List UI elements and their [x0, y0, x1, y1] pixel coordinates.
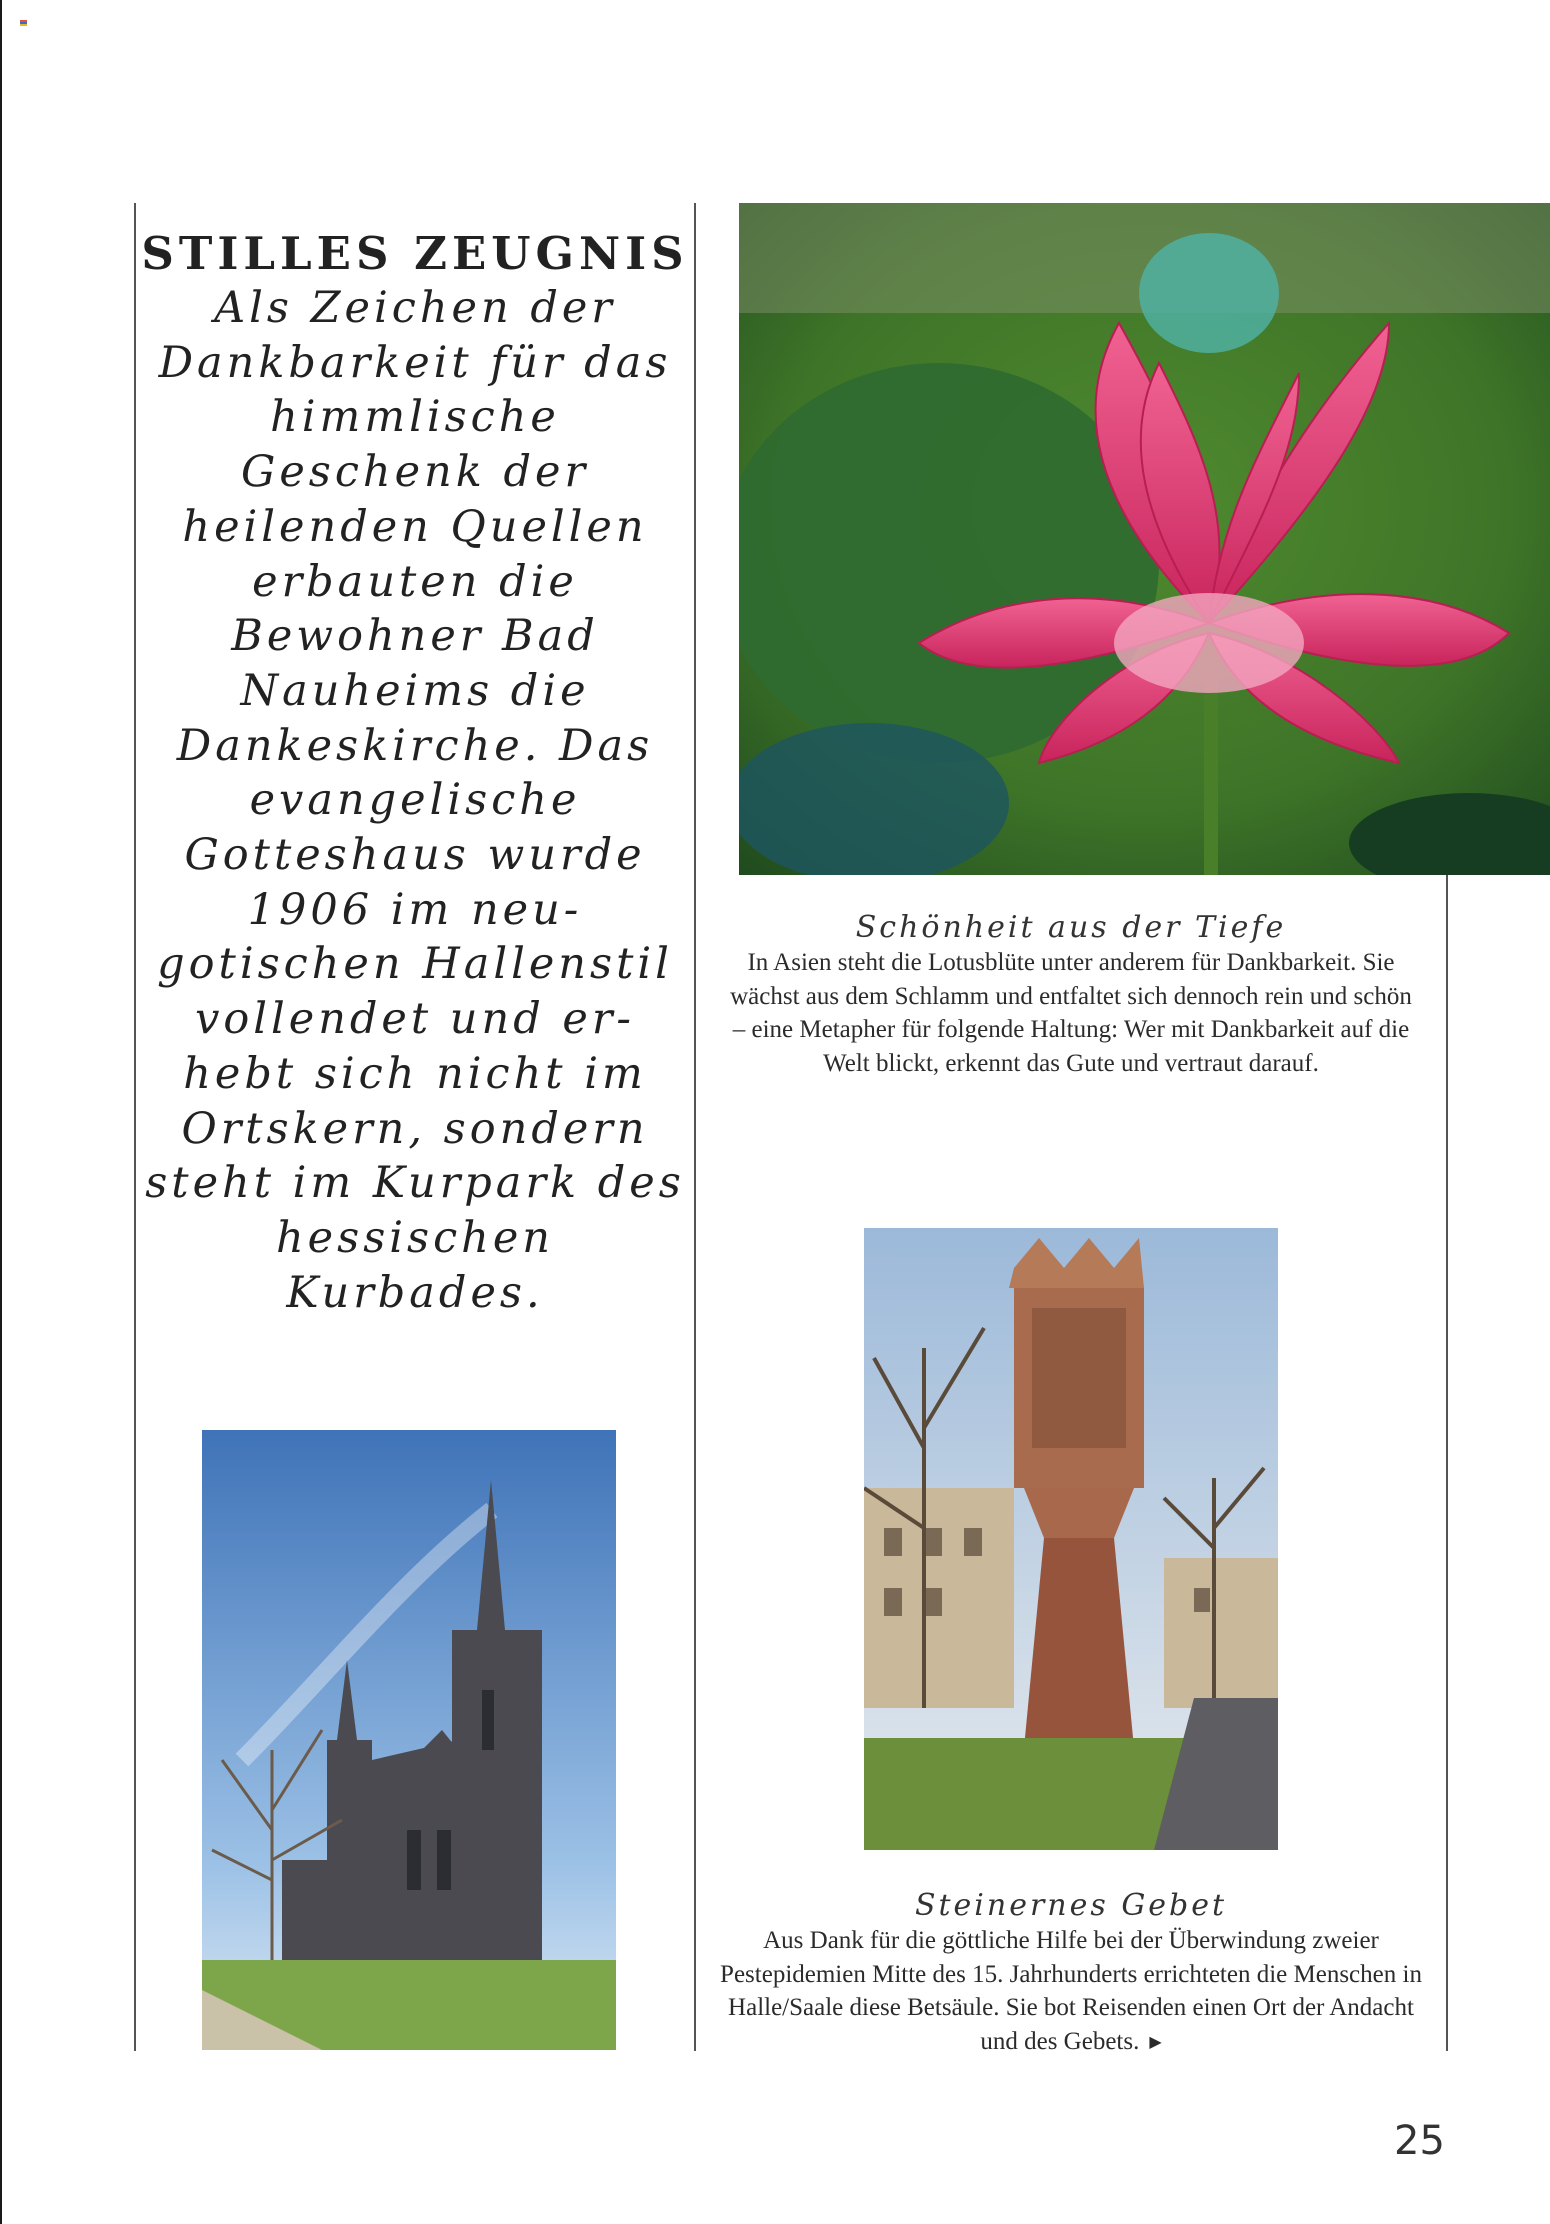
- church-photo: [202, 1430, 616, 2050]
- column-caption-title: Steinernes Gebet: [914, 1888, 1228, 1923]
- lotus-photo: [739, 203, 1550, 875]
- article-intro-text: Als Zeichen der Dankbarkeit für das himmlische Geschenk der heilenden Quellen erbauten die Bewohner Bad Nauheims die Dankeskirche. Das evangelische Gotteshaus wurde 1906 im neu-gotischen Hallenstil vollendet und er-hebt sich nicht im Ortskern, sondern steht im Kurpark des hessischen Kurbades.: [145, 283, 685, 1318]
- column-rule-left: [134, 203, 136, 2051]
- prayer-column-photo: [864, 1228, 1278, 1850]
- column-caption-body: Aus Dank für die göttliche Hilfe bei der Überwindung zweier Pestepidemien Mitte des 15. Jahrhunderts errichteten die Menschen in Halle/Saale diese Betsäule. Sie bot Reisenden einen Ort der Andacht und des Gebets.: [720, 1927, 1422, 2055]
- lotus-caption: [730, 910, 1412, 1080]
- column-rule-right: [1446, 875, 1448, 2051]
- page-edge: [0, 0, 2, 2224]
- lotus-caption-body: In Asien steht die Lotusblüte unter anderem für Dankbarkeit. Sie wächst aus dem Schlamm und entfaltet sich dennoch rein und schön – eine Metapher für folgende Haltung: Wer mit Dankbarkeit auf die Welt blickt, erkennt das Gute und vertraut darauf.: [730, 949, 1412, 1077]
- article-headline: STILLES ZEUGNIS: [141, 227, 689, 280]
- column-caption-body-wrap: [720, 1924, 1422, 2059]
- column-rule-middle: [694, 203, 696, 2051]
- article-intro-block: [140, 226, 690, 1320]
- corner-mark: [20, 20, 27, 26]
- column-caption: [720, 1888, 1422, 2059]
- continue-arrow-icon: ▶: [1149, 2033, 1162, 2051]
- lotus-caption-title: Schönheit aus der Tiefe: [855, 910, 1287, 945]
- page-number: 25: [1394, 2118, 1445, 2164]
